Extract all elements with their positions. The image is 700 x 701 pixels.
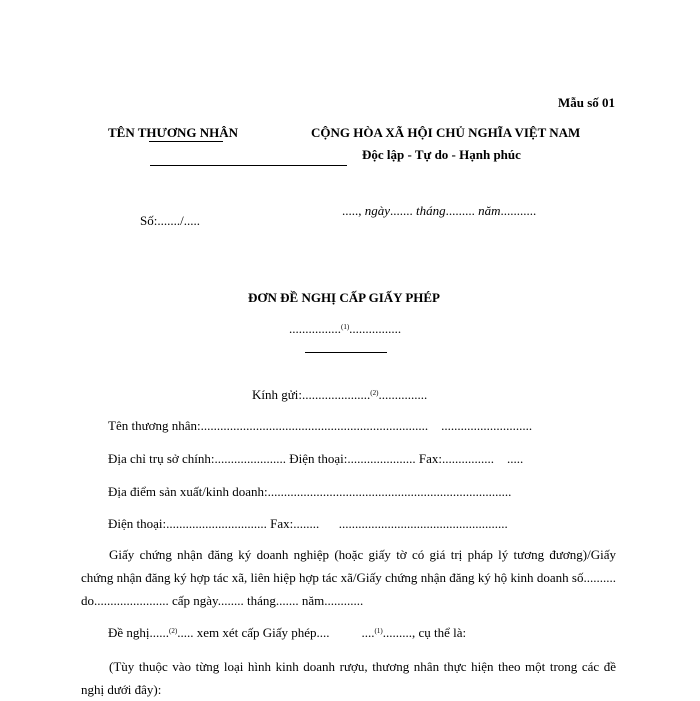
production-site-field: Địa điểm sản xuất/kinh doanh:........................................................................... bbox=[108, 484, 525, 499]
footnote-ref-1: (1) bbox=[341, 323, 350, 331]
reference-number: Số:......./..... bbox=[140, 213, 200, 228]
request-line: Đề nghị......$^{(2)}$..... xem xét cấp Giấy phép.... ....$^{(1)}$........., cụ thể là: bbox=[108, 625, 467, 640]
certificate-paragraph: Giấy chứng nhận đăng ký doanh nghiệp (hoặc giấy tờ có giá trị pháp lý tương đương)/Giấy chứng nhận đăng ký hợp tác xã, liên hiệp hợp tác xã/Giấy chứng nhận đăng ký hộ kinh doanh số.......... do....................... cấp ngày........ tháng....... năm............ bbox=[81, 547, 616, 608]
form-number: Mẫu số 01 bbox=[558, 95, 616, 110]
footnote-ref-1b: (1) bbox=[374, 627, 383, 635]
title-underline bbox=[305, 352, 387, 353]
footnote-ref-2: (2) bbox=[370, 389, 379, 397]
footnote-ref-2b: (2) bbox=[169, 627, 178, 635]
depending-paragraph: (Tùy thuộc vào từng loại hình kinh doanh rượu, thương nhân thực hiện theo một trong các đề nghị dưới đây): bbox=[81, 659, 616, 697]
merchant-name-field: Tên thương nhân:...................................................................... ............................ bbox=[108, 418, 533, 433]
phone-fax-field: Điện thoại:............................... Fax:........ .................................................... bbox=[108, 516, 508, 531]
document-title: ĐƠN ĐỀ NGHỊ CẤP GIẤY PHÉP bbox=[248, 290, 440, 305]
merchant-name-header: TÊN THƯƠNG NHÂN bbox=[108, 125, 239, 140]
recipient-line: Kính gửi:.....................$^{(2)}$............... bbox=[252, 387, 428, 402]
national-title: CỘNG HÒA XÃ HỘI CHỦ NGHĨA VIỆT NAM bbox=[311, 125, 581, 140]
header-left-signature-line bbox=[150, 165, 347, 166]
national-motto: Độc lập - Tự do - Hạnh phúc bbox=[362, 147, 521, 162]
head-office-field: Địa chỉ trụ sở chính:...................... Điện thoại:..................... Fax:................ ..... bbox=[108, 451, 524, 466]
document-subtitle: ................$^{(1)}$................ bbox=[289, 321, 402, 336]
header-left-short-underline bbox=[149, 141, 223, 142]
date-line: ....., ngày....... tháng......... năm........... bbox=[342, 203, 537, 218]
